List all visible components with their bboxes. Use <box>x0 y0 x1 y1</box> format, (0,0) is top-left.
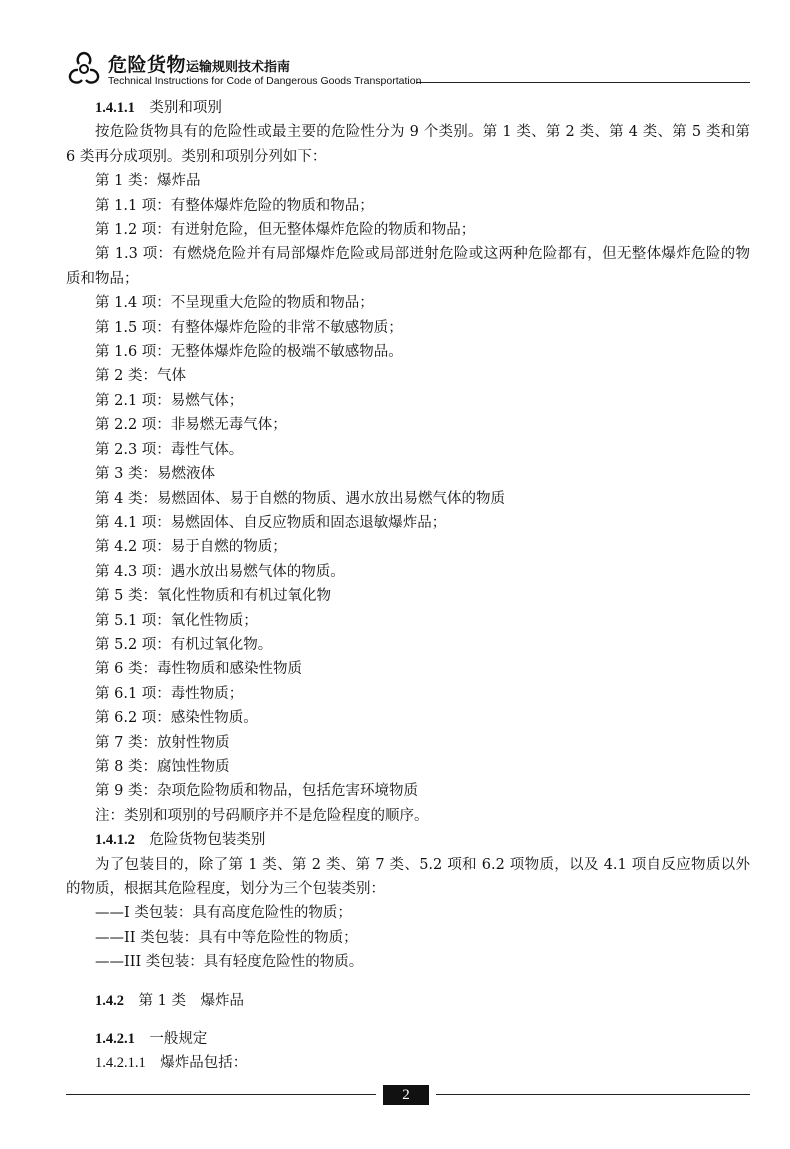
list-item: 第 6.2 项：感染性物质。 <box>95 710 258 727</box>
section-heading-1-4-1-1: 1.4.1.1 类别和项别 <box>95 100 222 116</box>
list-item: 第 2.1 项：易燃气体； <box>95 392 244 409</box>
section-heading-1-4-1-2: 1.4.1.2 危险货物包装类别 <box>95 832 266 849</box>
list-item: 第 4 类：易燃固体、易于自燃的物质、遇水放出易燃气体的物质 <box>95 490 505 507</box>
list-item: 第 9 类：杂项危险物质和物品，包括危害环境物质 <box>95 783 418 800</box>
page-number: 2 <box>383 1085 429 1105</box>
list-item: 第 5.1 项：氧化性物质； <box>95 612 258 629</box>
section-heading-1-4-2: 1.4.2 第 1 类 爆炸品 <box>95 992 244 1009</box>
list-item: 第 8 类：腐蚀性物质 <box>95 758 230 775</box>
list-item: 第 7 类：放射性物质 <box>95 734 230 751</box>
header-title-main: 危险货物 <box>108 54 187 76</box>
list-item: 第 2 类：气体 <box>95 368 186 385</box>
list-item: 第 2.2 项：非易燃无毒气体； <box>95 417 287 434</box>
biohazard-logo-icon <box>66 50 102 86</box>
packing-paragraph: 为了包装目的，除了第 1 类、第 2 类、第 7 类、5.2 项和 6.2 项物质，以及 4.1 项自反应物质以外的物质，根据其危险程度，划分为三个包装类别： <box>66 856 750 897</box>
list-item: 第 1.4 项：不呈现重大危险的物质和物品； <box>95 295 374 312</box>
header-title-sub: 运输规则技术指南 <box>186 60 291 75</box>
section-heading-1-4-2-1: 1.4.2.1 一般规定 <box>95 1031 208 1048</box>
page-footer <box>66 1085 750 1107</box>
packing-group-item: ——I 类包装：具有高度危险性的物质； <box>95 905 352 922</box>
list-item: 第 4.2 项：易于自燃的物质； <box>95 539 287 556</box>
list-item: 第 1.5 项：有整体爆炸危险的非常不敏感物质； <box>95 319 403 336</box>
note-line: 注：类别和项别的号码顺序并不是危险程度的顺序。 <box>95 807 429 824</box>
list-item: 第 2.3 项：毒性气体。 <box>95 441 244 458</box>
header-title <box>108 50 290 77</box>
list-item: 第 1.3 项：有燃烧危险并有局部爆炸危险或局部迸射危险或这两种危险都有，但无整体爆炸危险的物质和物品； <box>66 246 750 287</box>
list-item: 第 5 类：氧化性物质和有机过氧化物 <box>95 588 331 605</box>
header-subtitle-en: Technical Instructions for Code of Dangerous Goods Transportation <box>108 75 422 87</box>
footer-rule-left <box>66 1094 376 1095</box>
header-rule <box>416 82 750 83</box>
footer-rule-right <box>436 1094 750 1095</box>
list-item: 第 1.1 项：有整体爆炸危险的物质和物品； <box>95 197 374 214</box>
list-item: 第 6.1 项：毒性物质； <box>95 685 244 702</box>
list-item: 第 5.2 项：有机过氧化物。 <box>95 636 273 653</box>
intro-paragraph: 按危险货物具有的危险性或最主要的危险性分为 9 个类别。第 1 类、第 2 类、第 4 类、第 5 类和第 6 类再分成项别。类别和项别分列如下： <box>66 124 750 165</box>
list-item: 第 4.3 项：遇水放出易燃气体的物质。 <box>95 563 345 580</box>
list-item: 第 1 类：爆炸品 <box>95 173 201 190</box>
list-item: 第 3 类：易燃液体 <box>95 466 215 483</box>
list-item: 第 4.1 项：易燃固体、自反应物质和固态退敏爆炸品； <box>95 514 447 531</box>
packing-group-item: ——III 类包装：具有轻度危险性的物质。 <box>95 954 364 971</box>
section-heading-1-4-2-1-1: 1.4.2.1.1 爆炸品包括： <box>95 1055 248 1072</box>
list-item: 第 6 类：毒性物质和感染性物质 <box>95 661 302 678</box>
page-header <box>66 48 750 92</box>
document-body <box>66 96 750 1076</box>
packing-group-item: ——II 类包装：具有中等危险性的物质； <box>95 929 358 946</box>
list-item: 第 1.2 项：有迸射危险，但无整体爆炸危险的物质和物品； <box>95 222 476 239</box>
list-item: 第 1.6 项：无整体爆炸危险的极端不敏感物品。 <box>95 344 403 361</box>
